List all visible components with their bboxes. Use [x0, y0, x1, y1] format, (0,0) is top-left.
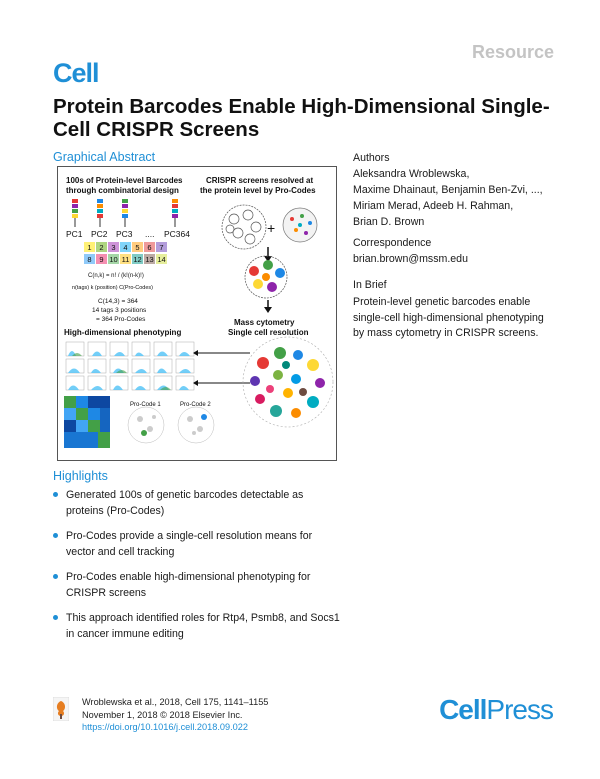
highlight-item [53, 610, 343, 642]
graphical-abstract-svg [58, 167, 336, 460]
highlight-text: Pro-Codes enable high-dimensional phenotyping for CRISPR screens [66, 571, 311, 599]
umap-cluster-plot [243, 337, 333, 427]
graphical-abstract-figure [57, 166, 337, 461]
infected-cells [245, 256, 287, 298]
grid-8: 8 [87, 255, 92, 264]
author-line: Brian D. Brown [353, 216, 425, 228]
highlight-text: This approach identified roles for Rtp4, Psmb8, and Socs1 in cancer immune editing [66, 612, 340, 640]
grid-4: 4 [123, 243, 128, 252]
virus-cluster-right [283, 208, 317, 242]
plus-icon: + [267, 220, 276, 236]
graphical-abstract-heading: Graphical Abstract [53, 150, 156, 164]
grid-5: 5 [135, 243, 140, 252]
cell-cluster-left [222, 205, 266, 249]
bullet-icon [53, 574, 58, 579]
author-line: Miriam Merad, Adeeb H. Rahman, [353, 200, 514, 212]
author-line: Aleksandra Wroblewska, [353, 168, 470, 180]
grid-12: 12 [133, 255, 142, 264]
pc-label-ellipsis: .... [145, 229, 155, 239]
highlight-text: Pro-Codes provide a single-cell resolution means for vector and cell tracking [66, 530, 313, 558]
umap-label-2: Pro-Code 2 [180, 402, 211, 408]
citation-block [82, 696, 268, 734]
grid-6: 6 [147, 243, 152, 252]
in-brief-text: Protein-level genetic barcodes enable single-cell high-dimensional phenotyping by mass cytometry in CRISPR screens. [353, 296, 544, 339]
highlight-item [53, 569, 343, 601]
authors-heading: Authors [353, 152, 390, 164]
combo-line3: = 364 Pro-Codes [96, 316, 146, 323]
pc-label-364: PC364 [164, 229, 190, 239]
panel3-title-line1: Mass cytometry [234, 318, 295, 327]
authors-list [353, 166, 563, 230]
article-type-label: Resource [471, 42, 554, 62]
grid-13: 13 [145, 255, 154, 264]
elsevier-tree-icon [53, 697, 69, 721]
article-title: Protein Barcodes Enable High-Dimensional Single-Cell CRISPR Screens [53, 95, 550, 141]
barcode-stacks [72, 199, 178, 227]
grid-1: 1 [87, 243, 92, 252]
combo-line1: C(14,3) = 364 [98, 298, 138, 305]
histogram-peaks [68, 351, 191, 390]
correspondence-email[interactable]: brian.brown@mssm.edu [353, 253, 468, 265]
doi-link[interactable]: https://doi.org/10.1016/j.cell.2018.09.022 [82, 722, 249, 732]
umap-small-1 [128, 407, 164, 443]
bullet-icon [53, 615, 58, 620]
formula-line2: n(tags) k (position) C(Pro-Codes) [72, 285, 153, 291]
grid-14: 14 [157, 255, 166, 264]
grid-10: 10 [109, 255, 118, 264]
grid-9: 9 [99, 255, 104, 264]
panel1-title-line1: 100s of Protein-level Barcodes [66, 176, 183, 185]
panel1-title-line2: through combinatorial design [66, 186, 179, 195]
pc-label-3: PC3 [116, 229, 133, 239]
panel4-title: High-dimensional phenotyping [64, 328, 182, 337]
highlight-item [53, 528, 343, 560]
umap-label-1: Pro-Code 1 [130, 402, 161, 408]
highlights-list [53, 487, 343, 651]
grid-3: 3 [111, 243, 116, 252]
formula-line1: C(n,k) = n! / (k!(n-k)!) [88, 273, 144, 279]
grid-2: 2 [99, 243, 104, 252]
correspondence-heading: Correspondence [353, 237, 432, 249]
author-line: Maxime Dhainaut, Benjamin Ben-Zvi, ..., [353, 184, 543, 196]
heatmap [64, 396, 110, 448]
combo-line2: 14 tags 3 positions [92, 307, 147, 314]
grid-7: 7 [159, 243, 164, 252]
umap-small-2 [178, 407, 214, 443]
in-brief-heading: In Brief [353, 279, 387, 291]
cellpress-logo-press: Press [486, 694, 553, 725]
grid-11: 11 [121, 255, 130, 264]
arrow-down-2-head [264, 307, 272, 313]
citation-line2: November 1, 2018 © 2018 Elsevier Inc. [82, 709, 243, 720]
cellpress-logo-cell: Cell [439, 694, 487, 725]
highlight-text: Generated 100s of genetic barcodes detectable as proteins (Pro-Codes) [66, 489, 304, 517]
pc-label-1: PC1 [66, 229, 83, 239]
panel2-title-line2: the protein level by Pro-Codes [200, 186, 316, 195]
highlights-heading: Highlights [53, 469, 108, 483]
panel2-title-line1: CRISPR screens resolved at [206, 176, 314, 185]
histogram-panels [66, 342, 194, 390]
panel3-title-line2: Single cell resolution [228, 328, 309, 337]
pc-label-2: PC2 [91, 229, 108, 239]
highlight-item [53, 487, 343, 519]
cellpress-logo [439, 694, 553, 726]
bullet-icon [53, 492, 58, 497]
bullet-icon [53, 533, 58, 538]
journal-logo: Cell [53, 58, 99, 88]
citation-line1: Wroblewska et al., 2018, Cell 175, 1141–1155 [82, 697, 269, 707]
tag-grid [84, 242, 167, 264]
